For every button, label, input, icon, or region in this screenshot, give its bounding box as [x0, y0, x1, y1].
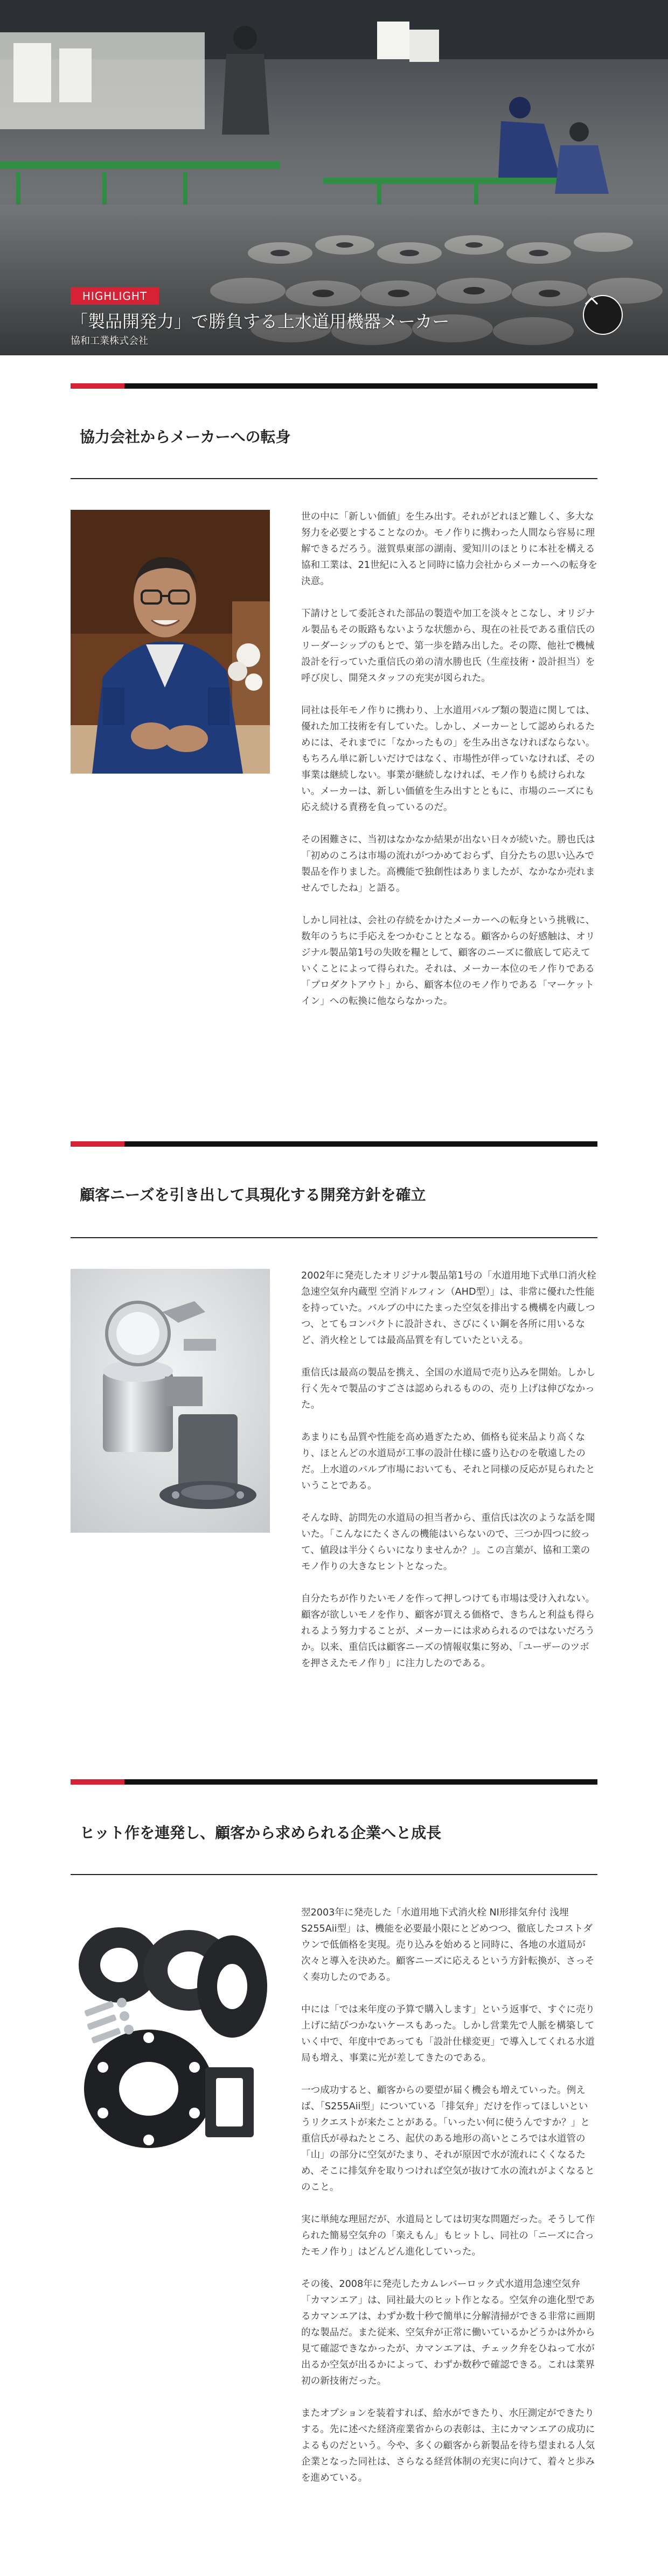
section-photo-valve [71, 1269, 270, 1533]
paragraph: 実に単純な理屈だが、水道局としては切実な問題だった。そうして作られた簡易空気弁の「楽えもん」もヒットし、同社の「ニーズに合ったモノ作り」はどんどん進化していった。 [301, 2214, 595, 2257]
page-title: 「製品開発力」で勝負する上水道用機器メーカー [71, 311, 450, 332]
paragraph: 同社は長年モノ作りに携わり、上水道用バルブ類の製造に関しては、優れた加工技術を有していた。しかし、メーカーとして認められるためには、それまでに「なかったもの」を生み出さなければならない。もちろん単に新しいだけではなく、市場性が伴っていなければ、その事業は継続しない。事業が継続しなければ、モノ作りも続けられない。メーカーは、新しい価値を生み出すとともに、市場のニーズにも応え続ける責務を負っているのだ。 [301, 705, 595, 813]
section-title: ヒット作を連発し、顧客から求められる企業へと成長 [80, 1824, 442, 1842]
paragraph: あまりにも品質や性能を高め過ぎたため、価格も従来品より高くなり、ほとんどの水道局が工事の設計仕様に盛り込むのを敬遠したのだ。上水道のバルブ市場においても、それと同様の反応が見られたということである。 [301, 1432, 595, 1491]
section-rule [71, 1141, 597, 1147]
paragraph: 中には「では来年度の予算で購入します」という返事で、すぐに売り上げに結びつかないケースもあった。しかし営業先で人脈を構築していく中で、年度中であっても「設計仕様変更」で導入してくれる水道局も増え、事業に光が差してきたのである。 [301, 2004, 595, 2063]
section-divider [71, 1874, 597, 1875]
section-rule [71, 1779, 597, 1785]
section-divider [71, 1237, 597, 1238]
paragraph: その困難さに、当初はなかなか結果が出ない日々が続いた。勝也氏は「初めのころは市場の流れがつかめておらず、自分たちの思い込みで製品を作りました。高機能で独創性はありましたが、なかなか売れませんでしたね」と語る。 [301, 834, 595, 894]
paragraph: 下請けとして委託された部品の製造や加工を淡々とこなし、オリジナル製品もその販路もないような状態から、現在の社長である重信氏のリーダーシップのもとで、第一歩を踏み出した。その際、他社で機械設計を行っていた重信氏の弟の清水勝也氏（生産技術・設計担当）を呼び戻し、開発スタッフの充実が図られた。 [301, 608, 595, 684]
section-divider [71, 478, 597, 479]
section-body [301, 1905, 597, 2502]
paragraph: そんな時、訪問先の水道局の担当者から、重信氏は次のような話を聞いた。「こんなにたくさんの機能はいらないので、三つか四つに絞って、値段は半分くらいになりませんか？」。この言葉が、協和工業のモノ作りの大きなヒントとなった。 [301, 1513, 595, 1572]
paragraph: またオプションを装着すれば、給水ができたり、水圧測定ができたりする。先に述べた経済産業省からの表彰は、主にカマンエアの成功によるものだという。今や、多くの顧客から新製品を待ち望まれる人気企業となった同社は、さらなる経営体制の充実に向けて、着々と歩みを進めている。 [301, 2408, 595, 2483]
paragraph: 世の中に「新しい価値」を生み出す。それがどれほど難しく、多大な努力を必要とすることなのか。モノ作りに携わった人間なら容易に理解できるだろう。滋賀県東部の湖南、愛知川のほとりに本社を構える協和工業は、21世紀に入ると同時に協力会社からメーカーへの転身を決意。 [301, 511, 597, 587]
paragraph: 一つ成功すると、顧客からの要望が届く機会も増えていった。例えば、「S255Aii型」についている「排気弁」だけを作ってほしいというリクエストが来たことがある。「いったい何に使うんですか？」と重信氏が尋ねたところ、起伏のある地形の高いところでは水道管の「山」の部分に空気がたまり、それが原因で水が流れにくくなるため、そこに排気弁を取りつければ空気が抜けて水の流れがよくなるとのこと。 [301, 2085, 595, 2193]
paragraph: 重信氏は最高の製品を携え、全国の水道局で売り込みを開始。しかし行く先々で製品のすごさは認められるものの、売り上げは伸びなかった。 [301, 1367, 596, 1410]
back-to-top-button[interactable] [583, 295, 623, 335]
section-photo-man [71, 510, 270, 774]
section-rule [71, 383, 597, 389]
section-title: 協力会社からメーカーへの転身 [80, 428, 291, 446]
paragraph: 自分たちが作りたいモノを作って押しつけても市場は受け入れない。顧客が欲しいモノを作り、顧客が買える価格で、きちんと利益も得られるよう努力することが、メーカーには求められるのではないだろうか。以来、重信氏は顧客ニーズの情報収集に努め、「ユーザーのツボを押さえたモノ作り」に注力したのである。 [301, 1594, 595, 1669]
section-body [301, 509, 597, 1026]
paragraph: 2002年に発売したオリジナル製品第1号の「水道用地下式単口消火栓 急速空気弁内蔵型 空消ドルフィン（AHD型）」は、非常に優れた性能を持っていた。バルブの中にたまった空気を排出する機構を内蔵しつつ、とてもコンパクトに設計され、さびにくい鋼を各所に用いるなど、消火栓としては最高品質を有していたといえる。 [301, 1271, 596, 1346]
section-title: 顧客ニーズを引き出して具現化する開発方針を確立 [80, 1186, 426, 1204]
section-body [301, 1268, 597, 1688]
company-name: 協和工業株式会社 [71, 335, 148, 347]
section-photo-gaskets [71, 1906, 270, 2170]
hero-banner [0, 0, 668, 355]
chevron-up-icon [584, 296, 599, 306]
paragraph: 翌2003年に発売した「水道用地下式消火栓 NI形排気弁付 浅埋S255Aii型」は、機能を必要最小限にとどめつつ、徹底したコストダウンで低価格を実現。売り込みを始めると同時に、各地の水道局が次々と導入を決めた。顧客ニーズに応えるという方針転換が、さっそく奏功したのである。 [301, 1907, 595, 1983]
paragraph: その後、2008年に発売したカムレバーロック式水道用急速空気弁「カマンエア」は、同社最大のヒット作となる。空気弁の進化型であるカマンエアは、わずか数十秒で簡単に分解清掃ができる非常に画期的な製品だ。また従来、空気弁が正常に働いているかどうかは外から見て確認できなかったが、カマンエアは、チェック弁をひねって水が出るか空気が出るかによって、わずか数秒で確認できる。これは業界初の新技術だった。 [301, 2279, 595, 2387]
highlight-badge: HIGHLIGHT [71, 287, 159, 305]
paragraph: しかし同社は、会社の存続をかけたメーカーへの転身という挑戦に、数年のうちに手応えをつかむこととなる。顧客からの好感触は、オリジナル製品第1号の失敗を糧として、顧客のニーズに徹底して応えていくことによって得られた。それは、メーカー本位のモノ作りである「プロダクトアウト」から、顧客本位のモノ作りである「マーケットイン」への転換に他ならなかった。 [301, 915, 595, 1007]
